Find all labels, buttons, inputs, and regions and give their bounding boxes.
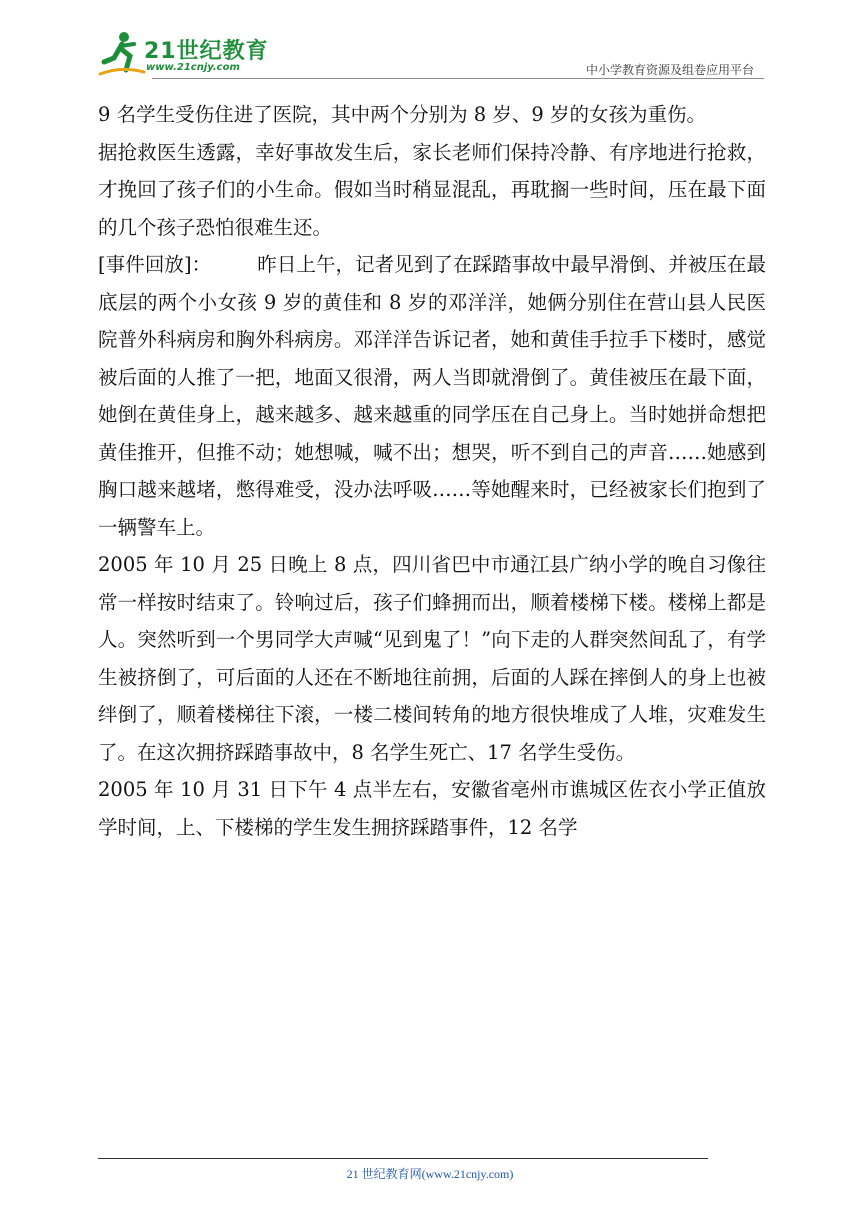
paragraph: 9 名学生受伤住进了医院，其中两个分别为 8 岁、9 岁的女孩为重伤。 bbox=[98, 103, 707, 126]
paragraph: 2005 年 10 月 25 日晚上 8 点，四川省巴中市通江县广纳小学的晚自习像往常一样按时结束了。铃响过后，孩子们蜂拥而出，顺着楼梯下楼。楼梯上都是人。突然听到一个男同学大声喊“见到鬼了！”向下走的人群突然间乱了，有学生被挤倒了，可后面的人还在不断地往前拥，后面的人踩在摔倒人的身上也被绊倒了，顺着楼梯往下滚，一楼二楼间转角的地方很快堆成了人堆，灾难发生了。在这次拥挤踩踏事故中，8 名学生死亡、17 名学生受伤。 bbox=[98, 553, 766, 764]
article-body bbox=[98, 96, 766, 846]
paragraph bbox=[98, 246, 766, 546]
paragraph-text: 昨日上午，记者见到了在踩踏事故中最早滑倒、并被压在最底层的两个小女孩 9 岁的黄佳和 8 岁的邓洋洋，她俩分别住在营山县人民医院普外科病房和胸外科病房。邓洋洋告诉记者，她和黄佳手拉手下楼时，感觉被后面的人推了一把，地面又很滑，两人当即就滑倒了。黄佳被压在最下面，她倒在黄佳身上，越来越多、越来越重的同学压在自己身上。当时她拼命想把黄佳推开，但推不动；她想喊，喊不出；想哭，听不到自己的声音……她感到胸口越来越堵，憋得难受，没办法呼吸……等她醒来时，已经被家长们抱到了一辆警车上。 bbox=[98, 253, 766, 539]
header-divider bbox=[152, 78, 764, 79]
footer-link[interactable]: 21 世纪教育网(www.21cnjy.com) bbox=[346, 1167, 514, 1181]
header-tagline: 中小学教育资源及组卷应用平台 bbox=[585, 63, 754, 77]
runner-logo-icon bbox=[96, 28, 148, 80]
logo-text: 21世纪教育 bbox=[144, 39, 269, 64]
paragraph: 2005 年 10 月 31 日下午 4 点半左右，安徽省亳州市谯城区佐衣小学正值放学时间，上、下楼梯的学生发生拥挤踩踏事件，12 名学 bbox=[98, 778, 766, 839]
page-header bbox=[96, 28, 764, 84]
footer-divider bbox=[98, 1158, 708, 1159]
logo-url: www.21cnjy.com bbox=[146, 62, 240, 73]
site-logo[interactable] bbox=[96, 28, 269, 80]
section-label: [事件回放]： bbox=[98, 253, 212, 276]
paragraph: 据抢救医生透露，幸好事故发生后，家长老师们保持冷静、有序地进行抢救，才挽回了孩子们的小生命。假如当时稍显混乱，再耽搁一些时间，压在最下面的几个孩子恐怕很难生还。 bbox=[98, 140, 766, 239]
